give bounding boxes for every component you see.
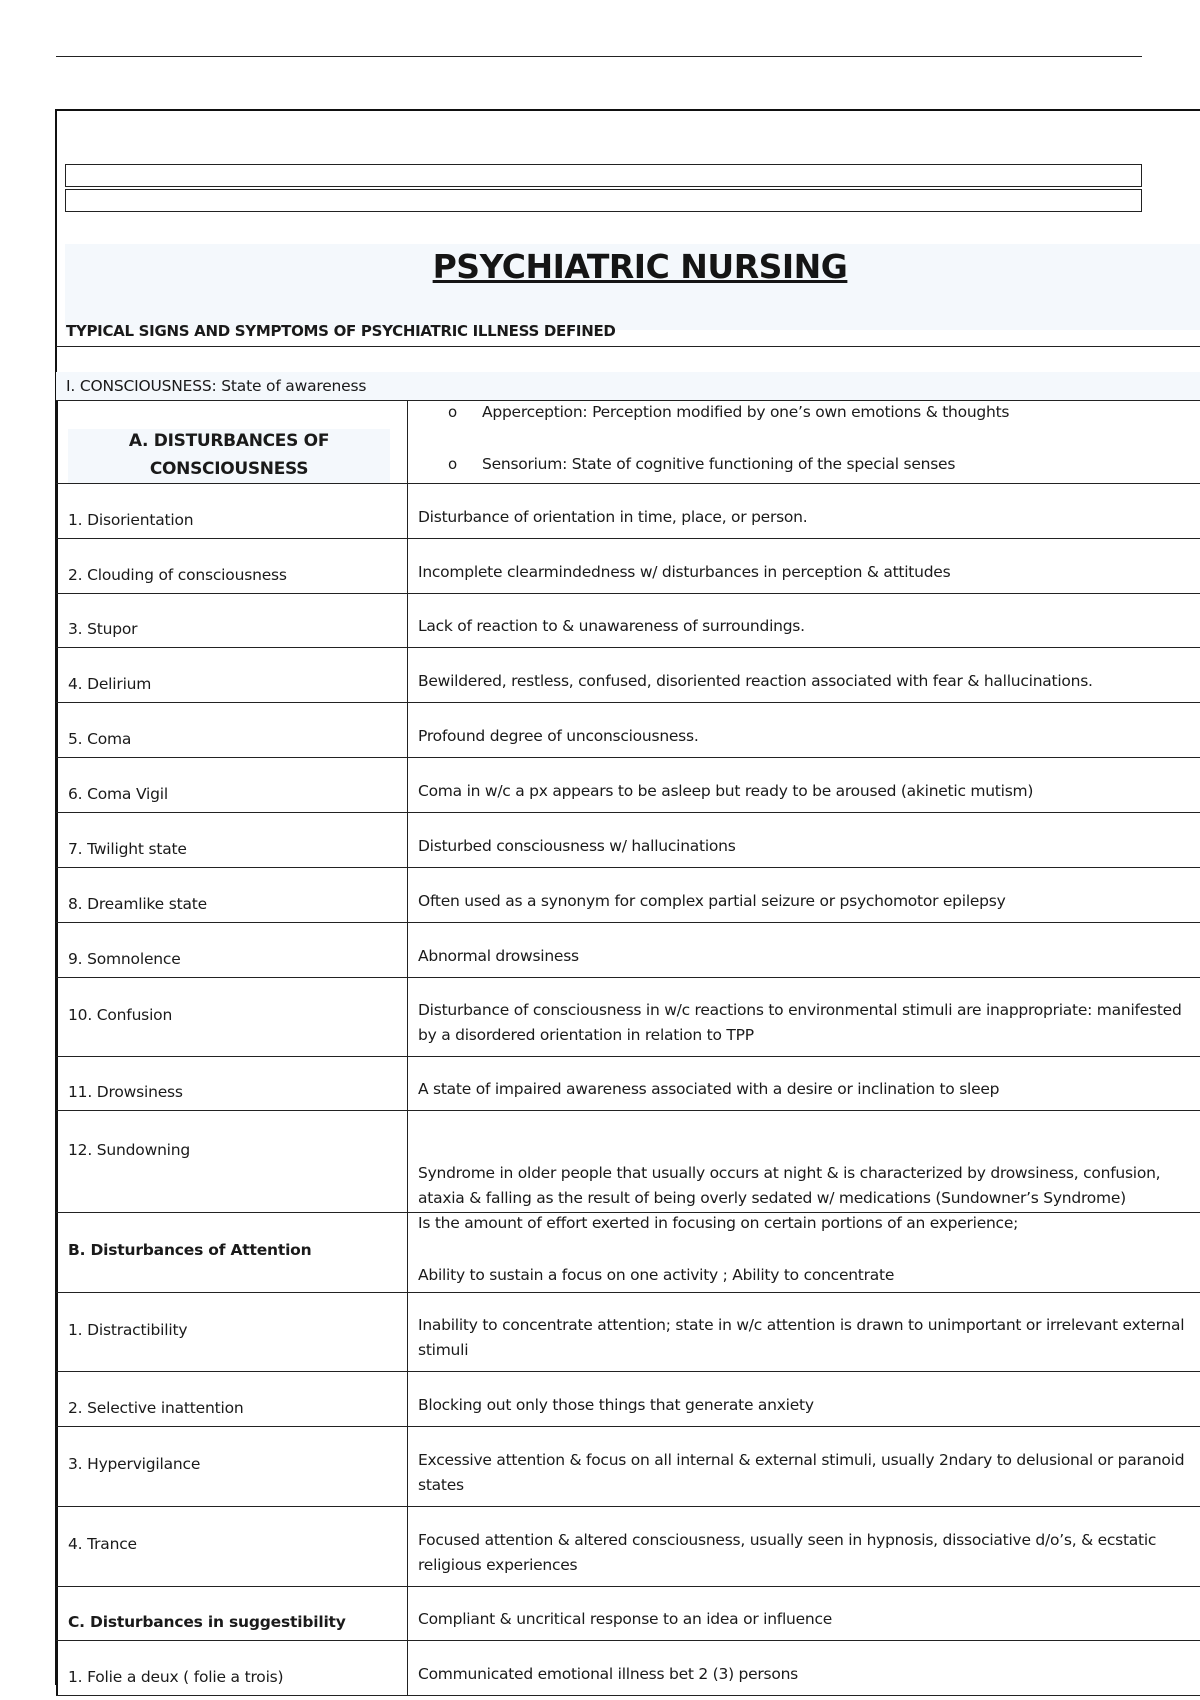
term-label: 11. Drowsiness	[68, 1083, 183, 1101]
table-row	[56, 923, 1200, 978]
bullet-text: Sensorium: State of cognitive functioning of the special senses	[482, 455, 956, 473]
section-heading: I. CONSCIOUSNESS: State of awareness	[66, 377, 367, 395]
table-row	[56, 703, 1200, 758]
bottom-rule	[56, 1695, 1142, 1696]
table-row	[56, 758, 1200, 813]
term-label: 6. Coma Vigil	[68, 785, 168, 803]
table-row	[56, 539, 1200, 594]
document-subtitle: TYPICAL SIGNS AND SYMPTOMS OF PSYCHIATRIC ILLNESS DEFINED	[66, 322, 616, 340]
term-label: 2. Clouding of consciousness	[68, 566, 287, 584]
category-description: Compliant & uncritical response to an idea or influence	[418, 1610, 833, 1628]
table-category-row	[56, 1213, 1200, 1293]
term-definition: Syndrome in older people that usually occurs at night & is characterized by drowsiness, confusion, ataxia & falling as the result of being overly sedated w/ medications (Sundowner’s Syndrome)	[418, 1164, 1161, 1207]
term-definition: A state of impaired awareness associated with a desire or inclination to sleep	[418, 1080, 1000, 1098]
term-definition: Excessive attention & focus on all internal & external stimuli, usually 2ndary to delusional or paranoid states	[418, 1451, 1185, 1494]
term-definition: Communicated emotional illness bet 2 (3) persons	[418, 1665, 799, 1683]
table-row	[56, 1507, 1200, 1587]
term-label: 1. Folie a deux ( folie a trois)	[68, 1668, 284, 1686]
table-row	[56, 1057, 1200, 1111]
term-label: 3. Stupor	[68, 620, 138, 638]
table-row	[56, 868, 1200, 923]
table-row	[56, 978, 1200, 1057]
term-definition: Disturbance of orientation in time, place, or person.	[418, 508, 808, 526]
term-definition: Profound degree of unconsciousness.	[418, 727, 699, 745]
term-label: 9. Somnolence	[68, 950, 181, 968]
empty-header-box	[65, 164, 1142, 187]
category-heading: A. DISTURBANCES OF CONSCIOUSNESS	[128, 431, 330, 479]
definitions-table	[56, 400, 1200, 1696]
term-definition: Often used as a synonym for complex partial seizure or psychomotor epilepsy	[418, 892, 1006, 910]
table-row	[56, 1293, 1200, 1372]
table-row	[56, 813, 1200, 868]
category-heading: B. Disturbances of Attention	[68, 1241, 312, 1259]
bullet-item	[448, 455, 955, 473]
term-label: 8. Dreamlike state	[68, 895, 207, 913]
term-label: 7. Twilight state	[68, 840, 187, 858]
header-bullets-cell	[408, 401, 1200, 483]
term-label: 1. Disorientation	[68, 511, 194, 529]
term-definition: Lack of reaction to & unawareness of surroundings.	[418, 617, 805, 635]
term-label: 4. Delirium	[68, 675, 152, 693]
term-label: 4. Trance	[68, 1535, 137, 1553]
top-rule	[56, 56, 1142, 57]
term-definition: Inability to concentrate attention; state in w/c attention is drawn to unimportant or irrelevant external stimuli	[418, 1316, 1185, 1359]
term-definition: Blocking out only those things that generate anxiety	[418, 1396, 814, 1414]
bullet-mark: o	[448, 455, 457, 473]
term-label: 1. Distractibility	[68, 1321, 188, 1339]
category-heading: C. Disturbances in suggestibility	[68, 1613, 346, 1631]
document-title: PSYCHIATRIC NURSING	[432, 247, 848, 286]
term-definition: Abnormal drowsiness	[418, 947, 579, 965]
term-definition: Coma in w/c a px appears to be asleep but ready to be aroused (akinetic mutism)	[418, 782, 1034, 800]
term-label: 12. Sundowning	[68, 1141, 191, 1159]
empty-header-box	[65, 189, 1142, 212]
bullet-mark: o	[448, 403, 457, 421]
table-header-row	[56, 401, 1200, 484]
divider	[56, 346, 1200, 347]
category-description: Is the amount of effort exerted in focusing on certain portions of an experience;	[418, 1214, 1019, 1232]
term-label: 2. Selective inattention	[68, 1399, 244, 1417]
term-definition: Focused attention & altered consciousness, usually seen in hypnosis, dissociative d/o’s, & ecstatic religious experiences	[418, 1531, 1157, 1574]
table-row	[56, 648, 1200, 703]
bullet-text: Apperception: Perception modified by one’s own emotions & thoughts	[482, 403, 1010, 421]
term-definition: Disturbed consciousness w/ hallucinations	[418, 837, 736, 855]
table-row	[56, 1372, 1200, 1427]
table-row	[56, 484, 1200, 539]
term-definition: Disturbance of consciousness in w/c reactions to environmental stimuli are inappropriate: manifested by a disordered orientation in relation to TPP	[418, 1001, 1182, 1044]
table-row	[56, 1427, 1200, 1507]
term-definition: Bewildered, restless, confused, disoriented reaction associated with fear & hallucinations.	[418, 672, 1093, 690]
term-definition: Incomplete clearmindedness w/ disturbances in perception & attitudes	[418, 563, 951, 581]
bullet-item	[448, 403, 1009, 421]
term-label: 10. Confusion	[68, 1006, 173, 1024]
term-label: 3. Hypervigilance	[68, 1455, 201, 1473]
table-row	[56, 1641, 1200, 1696]
table-row	[56, 1111, 1200, 1213]
term-label: 5. Coma	[68, 730, 132, 748]
table-row	[56, 594, 1200, 648]
table-category-row	[56, 1587, 1200, 1641]
category-description: Ability to sustain a focus on one activity ; Ability to concentrate	[418, 1266, 895, 1284]
header-label-cell	[56, 401, 408, 483]
